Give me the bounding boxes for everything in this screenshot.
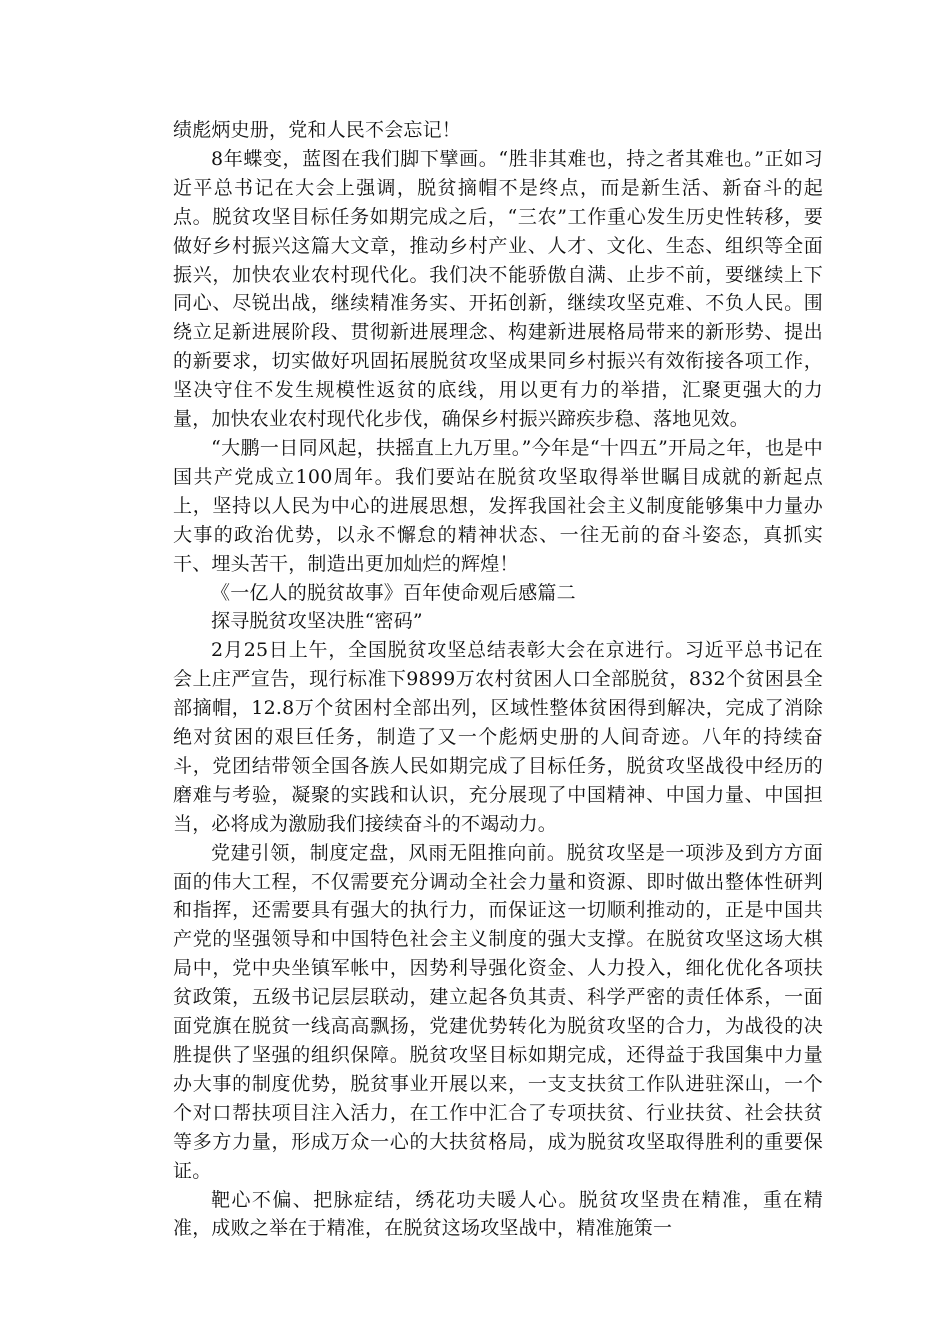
- paragraph-fourteenth-five-year: “大鹏一日同风起，扶摇直上九万里。”今年是“十四五”开局之年，也是中国共产党成立100周年。我们要站在脱贫攻坚取得举世瞩目成就的新起点上，坚持以人民为中心的进展思想，发挥我国社会主义制度能够集中力量办大事的政治优势，以永不懈怠的精神状态、一往无前的奋斗姿态，真抓实干、埋头苦干，制造出更加灿烂的辉煌！: [173, 436, 823, 575]
- paragraph-rural-revitalization: 8年蝶变，蓝图在我们脚下擘画。“胜非其难也，持之者其难也。”正如习近平总书记在大会上强调，脱贫摘帽不是终点，而是新生活、新奋斗的起点。脱贫攻坚目标任务如期完成之后，“三农”工作重心发生历史性转移，要做好乡村振兴这篇大文章，推动乡村产业、人才、文化、生态、组织等全面振兴，加快农业农村现代化。我们决不能骄傲自满、止步不前，要继续上下同心、尽锐出战，继续精准务实、开拓创新，继续攻坚克难、不负人民。围绕立足新进展阶段、贯彻新进展理念、构建新进展格局带来的新形势、提出的新要求，切实做好巩固拓展脱贫攻坚成果同乡村振兴有效衔接各项工作，坚决守住不发生规模性返贫的底线，用以更有力的举措，汇聚更强大的力量，加快农业农村现代化步伐，确保乡村振兴蹄疾步稳、落地见效。: [173, 147, 823, 431]
- paragraph-closing-line: 绩彪炳史册，党和人民不会忘记！: [173, 119, 462, 141]
- section-heading-part-two: 《一亿人的脱贫故事》百年使命观后感篇二: [211, 581, 576, 604]
- paragraph-conference-summary: 2月25日上午，全国脱贫攻坚总结表彰大会在京进行。习近平总书记在会上庄严宣告，现行标准下9899万农村贫困人口全部脱贫，832个贫困县全部摘帽，12.8万个贫困村全部出列，区域性整体贫困得到解决，完成了消除绝对贫困的艰巨任务，制造了又一个彪炳史册的人间奇迹。八年的持续奋斗，党团结带领全国各族人民如期完成了目标任务，脱贫攻坚战役中经历的磨难与考验，凝聚的实践和认识，充分展现了中国精神、中国力量、中国担当，必将成为激励我们接续奋斗的不竭动力。: [173, 639, 823, 835]
- paragraph-party-leadership: 党建引领，制度定盘，风雨无阻推向前。脱贫攻坚是一项涉及到方方面面的伟大工程，不仅需要充分调动全社会力量和资源、即时做出整体性研判和指挥，还需要具有强大的执行力，而保证这一切顺利推动的，正是中国共产党的坚强领导和中国特色社会主义制度的强大支撑。在脱贫攻坚这场大棋局中，党中央坐镇军帐中，因势利导强化资金、人力投入，细化优化各项扶贫政策，五级书记层层联动，建立起各负其责、科学严密的责任体系，一面面党旗在脱贫一线高高飘扬，党建优势转化为脱贫攻坚的合力，为战役的决胜提供了坚强的组织保障。脱贫攻坚目标如期完成，还得益于我国集中力量办大事的制度优势，脱贫事业开展以来，一支支扶贫工作队进驻深山，一个个对口帮扶项目注入活力，在工作中汇合了专项扶贫、行业扶贫、社会扶贫等多方力量，形成万众一心的大扶贫格局，成为脱贫攻坚取得胜利的重要保证。: [173, 841, 823, 1182]
- paragraph-precision-poverty: 靶心不偏、把脉症结，绣花功夫暖人心。脱贫攻坚贵在精准，重在精准，成败之举在于精准，在脱贫这场攻坚战中，精准施策一: [173, 1188, 823, 1240]
- section-subtitle: 探寻脱贫攻坚决胜“密码”: [211, 610, 423, 633]
- document-body: [173, 116, 823, 1243]
